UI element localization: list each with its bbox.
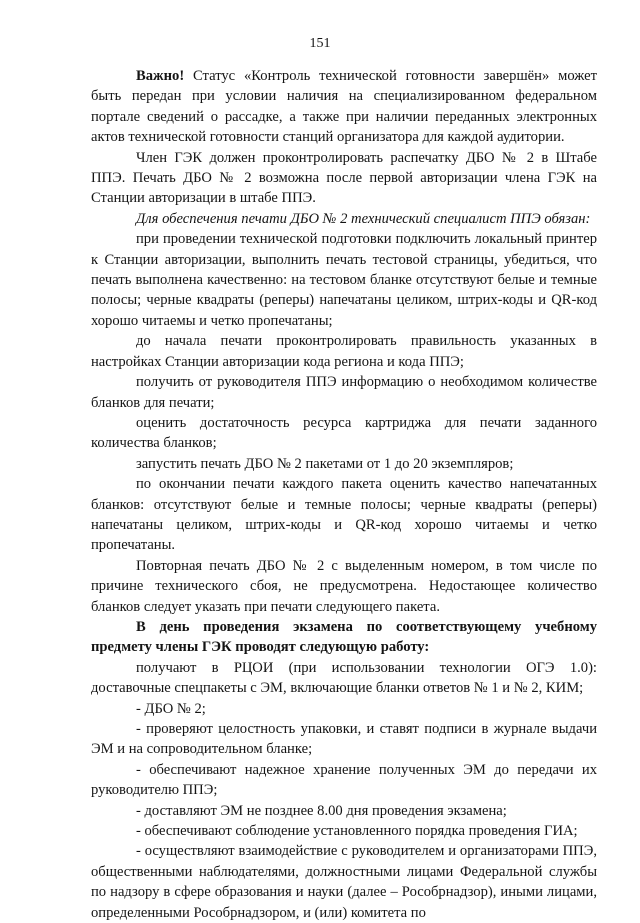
important-note-paragraph [91,66,597,148]
list-item: - осуществляют взаимодействие с руководителем и организаторами ППЭ, общественными наблюдателями, должностными лицами Федеральной службы по надзору в сфере образования и науки (далее – Рособрнадзор), иными лицами, определенными Рособрнадзором, и (или) комитета по [91,843,597,921]
list-item: до начала печати проконтролировать правильность указанных в настройках Станции авторизации кода региона и кода ППЭ; [91,333,597,370]
list-item: - ДБО № 2; [136,700,206,717]
list-item: - обеспечивают соблюдение установленного порядка проведения ГИА; [136,823,578,840]
list-item: при проведении технической подготовки подключить локальный принтер к Станции авторизации, выполнить печать тестовой страницы, убедиться, что печать выполнена качественно: на тестовом бланке отсутствуют белые и темные полосы; черные квадраты (реперы) напечатаны целиком, штрих-коды и QR-код хорошо читаемы и четко пропечатаны; [91,231,597,329]
important-note-text: Статус «Контроль технической готовности завершён» может быть передан при условии наличия на специализированном федеральном портале сведений о рассадке, а также при наличии переданных электронных актов технической готовности станций организатора для каждой аудитории. [91,68,597,146]
important-label: Важно! [136,68,185,84]
gek-control-paragraph: Член ГЭК должен проконтролировать распечатку ДБО № 2 в Штабе ППЭ. Печать ДБО № 2 возможна после первой авторизации члена ГЭК на Станции авторизации в штабе ППЭ. [91,149,597,207]
document-body [91,66,597,923]
list-item: - доставляют ЭМ не позднее 8.00 дня проведения экзамена; [136,802,507,819]
list-item: - проверяют целостность упаковки, и ставят подписи в журнале выдачи ЭМ и на сопроводительном бланке; [91,721,597,758]
list-item: запустить печать ДБО № 2 пакетами от 1 до 20 экземпляров; [136,455,514,472]
list-item: получают в РЦОИ (при использовании технологии ОГЭ 1.0): доставочные спецпакеты с ЭМ, включающие бланки ответов № 1 и № 2, КИМ; [91,659,597,697]
reprint-note-paragraph: Повторная печать ДБО № 2 с выделенным номером, в том числе по причине технического сбоя, не предусмотрена. Недостающее количество бланков следует указать при печати следующего пакета. [91,557,597,615]
list-item: по окончании печати каждого пакета оценить качество напечатанных бланков: отсутствуют белые и темные полосы; черные квадраты (реперы) напечатаны целиком, штрих-коды и QR-код хорошо читаемы и четко пропечатаны. [91,476,597,554]
list-item: оценить достаточность ресурса картриджа для печати заданного количества бланков; [91,414,597,452]
list-item: - обеспечивают надежное хранение полученных ЭМ до передачи их руководителю ППЭ; [91,761,597,799]
list-item: получить от руководителя ППЭ информацию о необходимом количестве бланков для печати; [91,374,597,411]
page-number: 151 [309,36,331,51]
tech-specialist-heading: Для обеспечения печати ДБО № 2 технический специалист ППЭ обязан: [136,210,591,227]
exam-day-heading: В день проведения экзамена по соответствующему учебному предмету члены ГЭК проводят следующую работу: [91,618,597,656]
